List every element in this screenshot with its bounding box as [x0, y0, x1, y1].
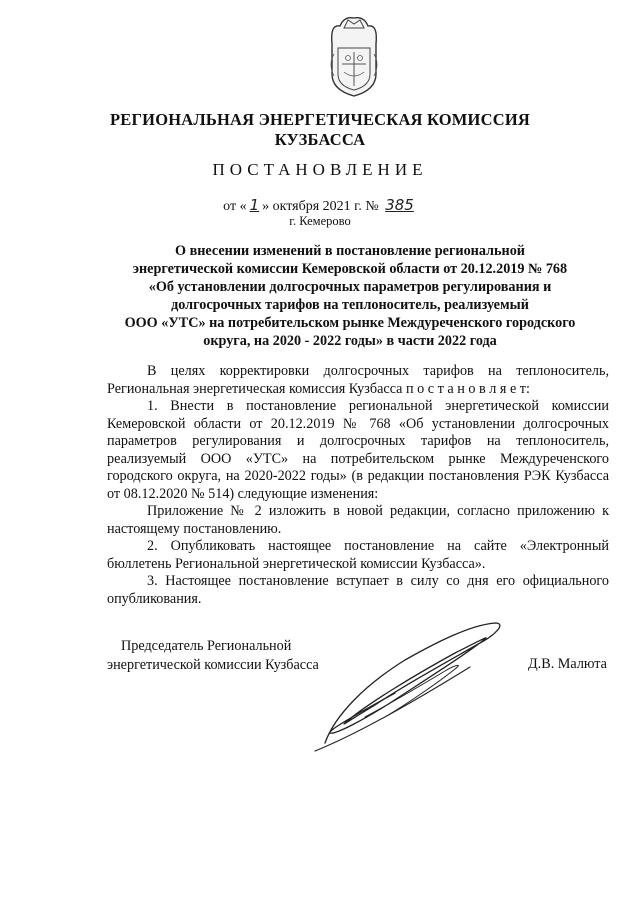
document-number: 385: [385, 196, 414, 214]
item-2-paragraph: 2. Опубликовать настоящее постановление на сайте «Электронный бюллетень Региональной энергетической комиссии Кузбасса».: [107, 538, 609, 572]
subject-line: округа, на 2020 - 2022 годы» в части 2022 года: [203, 333, 497, 349]
item-3-paragraph: 3. Настоящее постановление вступает в силу со дня его официального опубликования.: [107, 573, 609, 607]
subject-line: долгосрочных тарифов на теплоноситель, реализуемый: [171, 297, 529, 313]
subject-line: «Об установлении долгосрочных параметров регулирования и: [148, 279, 552, 295]
document-type: ПОСТАНОВЛЕНИЕ: [212, 160, 428, 179]
date-middle: » октября 2021 г. №: [262, 199, 379, 214]
document-date-line: [0, 196, 640, 215]
preamble-paragraph: В целях корректировки долгосрочных тарифов на теплоноситель, Региональная энергетическая комиссия Кузбасса п о с т а н о в л я е т:: [107, 363, 609, 397]
handwritten-signature: [295, 605, 515, 755]
document-body: [107, 363, 609, 608]
date-day: 1: [249, 196, 260, 214]
item-1-sub-paragraph: Приложение № 2 изложить в новой редакции, согласно приложению к настоящему постановлению.: [107, 503, 609, 537]
organization-name: РЕГИОНАЛЬНАЯ ЭНЕРГЕТИЧЕСКАЯ КОМИССИЯ: [110, 110, 530, 129]
subject-line: энергетической комиссии Кемеровской области от 20.12.2019 № 768: [132, 261, 568, 277]
signatory-name: Д.В. Малюта: [528, 656, 607, 672]
document-subject: [100, 242, 600, 350]
signatory-title-line: энергетической комиссии Кузбасса: [107, 657, 319, 673]
organization-name-region: КУЗБАССА: [274, 130, 366, 149]
item-1-paragraph: 1. Внести в постановление региональной энергетической комиссии Кемеровской области от 20.12.2019 № 768 «Об установлении долгосрочных параметров регулирования и долгосрочных тарифов на теплоноситель, реализуемый ООО «УТС» на потребительском рынке Междуреченского городского округа, на 2020-2022 годы» (в редакции постановления РЭК Кузбасса от 08.12.2020 № 514) следующие изменения:: [107, 398, 609, 502]
coat-of-arms-icon: [326, 14, 382, 98]
subject-line: ООО «УТС» на потребительском рынке Междуреченского городского: [124, 315, 576, 331]
date-prefix: от «: [223, 199, 247, 214]
signatory-title: [107, 637, 319, 675]
signatory-title-line: Председатель Региональной: [121, 638, 292, 654]
document-city: г. Кемерово: [289, 214, 351, 228]
subject-line: О внесении изменений в постановление региональной: [175, 243, 525, 259]
